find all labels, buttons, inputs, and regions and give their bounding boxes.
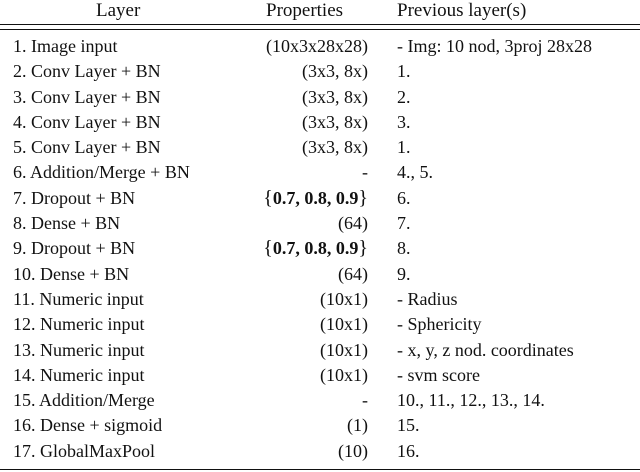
cell-previous-layers: 1. bbox=[397, 61, 411, 82]
cell-layer: 10. Dense + BN bbox=[13, 263, 130, 284]
cell-layer: 15. Addition/Merge bbox=[13, 390, 155, 411]
cell-properties: (64) bbox=[338, 213, 368, 234]
cell-previous-layers: 16. bbox=[397, 440, 420, 461]
table-row bbox=[0, 211, 640, 236]
dropout-values: 0.7, 0.8, 0.9 bbox=[272, 187, 359, 208]
cell-properties: (3x3, 8x) bbox=[302, 61, 368, 82]
cell-layer: 14. Numeric input bbox=[13, 364, 145, 385]
header-rule bbox=[0, 29, 640, 30]
bottom-rule bbox=[0, 469, 640, 470]
cell-properties: (3x3, 8x) bbox=[302, 137, 368, 158]
table-row bbox=[0, 287, 640, 312]
cell-previous-layers: - x, y, z nod. coordinates bbox=[397, 339, 574, 360]
cell-previous-layers: - svm score bbox=[397, 364, 480, 385]
cell-previous-layers: - Radius bbox=[397, 288, 458, 309]
cell-layer: 7. Dropout + BN bbox=[13, 187, 136, 208]
table-row bbox=[0, 388, 640, 413]
cell-layer: 12. Numeric input bbox=[13, 314, 145, 335]
table-row bbox=[0, 236, 640, 261]
header-previous-layers: Previous layer(s) bbox=[397, 0, 527, 21]
cell-layer: 8. Dense + BN bbox=[13, 213, 121, 234]
right-brace: } bbox=[358, 237, 368, 260]
table-body bbox=[0, 34, 640, 464]
cell-layer: 9. Dropout + BN bbox=[13, 238, 136, 259]
table-row bbox=[0, 34, 640, 59]
cell-properties: (10x1) bbox=[320, 288, 368, 309]
cell-properties: (10x1) bbox=[320, 314, 368, 335]
cell-previous-layers: 15. bbox=[397, 415, 420, 436]
cell-properties: (10x1) bbox=[320, 364, 368, 385]
cell-previous-layers: 7. bbox=[397, 213, 411, 234]
cell-properties: (10) bbox=[338, 440, 368, 461]
cell-previous-layers: 2. bbox=[397, 86, 411, 107]
cell-properties: (3x3, 8x) bbox=[302, 111, 368, 132]
table-row bbox=[0, 160, 640, 185]
cell-previous-layers: 3. bbox=[397, 111, 411, 132]
cell-previous-layers: 6. bbox=[397, 187, 411, 208]
cell-previous-layers: - Img: 10 nod, 3proj 28x28 bbox=[397, 36, 592, 56]
left-brace: { bbox=[263, 186, 273, 209]
cell-previous-layers: 10., 11., 12., 13., 14. bbox=[397, 390, 545, 411]
cell-properties: (10x3x28x28) bbox=[266, 36, 368, 56]
cell-layer: 6. Addition/Merge + BN bbox=[13, 162, 190, 183]
table-row bbox=[0, 413, 640, 438]
table-row bbox=[0, 312, 640, 337]
cell-properties: (64) bbox=[338, 263, 368, 284]
cell-layer: 4. Conv Layer + BN bbox=[13, 111, 161, 132]
cell-previous-layers: 1. bbox=[397, 137, 411, 158]
left-brace: { bbox=[263, 237, 273, 260]
cell-previous-layers: 9. bbox=[397, 263, 411, 284]
right-brace: } bbox=[358, 186, 368, 209]
table-row bbox=[0, 59, 640, 84]
header-layer: Layer bbox=[96, 0, 141, 21]
cell-layer: 2. Conv Layer + BN bbox=[13, 61, 161, 82]
table-row bbox=[0, 85, 640, 110]
table-row bbox=[0, 439, 640, 464]
table-row bbox=[0, 262, 640, 287]
cell-layer: 5. Conv Layer + BN bbox=[13, 137, 161, 158]
table-row bbox=[0, 110, 640, 135]
cell-layer: 3. Conv Layer + BN bbox=[13, 86, 161, 107]
cell-layer: 11. Numeric input bbox=[13, 288, 144, 309]
cell-properties: - bbox=[362, 390, 368, 411]
top-rule bbox=[0, 24, 640, 25]
cell-previous-layers: 8. bbox=[397, 238, 411, 259]
cell-previous-layers: 4., 5. bbox=[397, 162, 433, 183]
table-row bbox=[0, 186, 640, 211]
cell-properties bbox=[263, 236, 368, 261]
cell-layer: 17. GlobalMaxPool bbox=[13, 440, 155, 461]
cell-properties: (3x3, 8x) bbox=[302, 86, 368, 107]
table-row bbox=[0, 338, 640, 363]
cell-layer: 1. Image input bbox=[13, 36, 118, 56]
cell-layer: 13. Numeric input bbox=[13, 339, 145, 360]
cell-properties bbox=[263, 186, 368, 211]
cell-properties: (10x1) bbox=[320, 339, 368, 360]
table-row bbox=[0, 363, 640, 388]
dropout-values: 0.7, 0.8, 0.9 bbox=[272, 238, 359, 259]
cell-properties: (1) bbox=[347, 415, 368, 436]
cell-properties: - bbox=[362, 162, 368, 183]
cell-previous-layers: - Sphericity bbox=[397, 314, 482, 335]
header-properties: Properties bbox=[266, 0, 344, 21]
table-row bbox=[0, 135, 640, 160]
cell-layer: 16. Dense + sigmoid bbox=[13, 415, 163, 436]
